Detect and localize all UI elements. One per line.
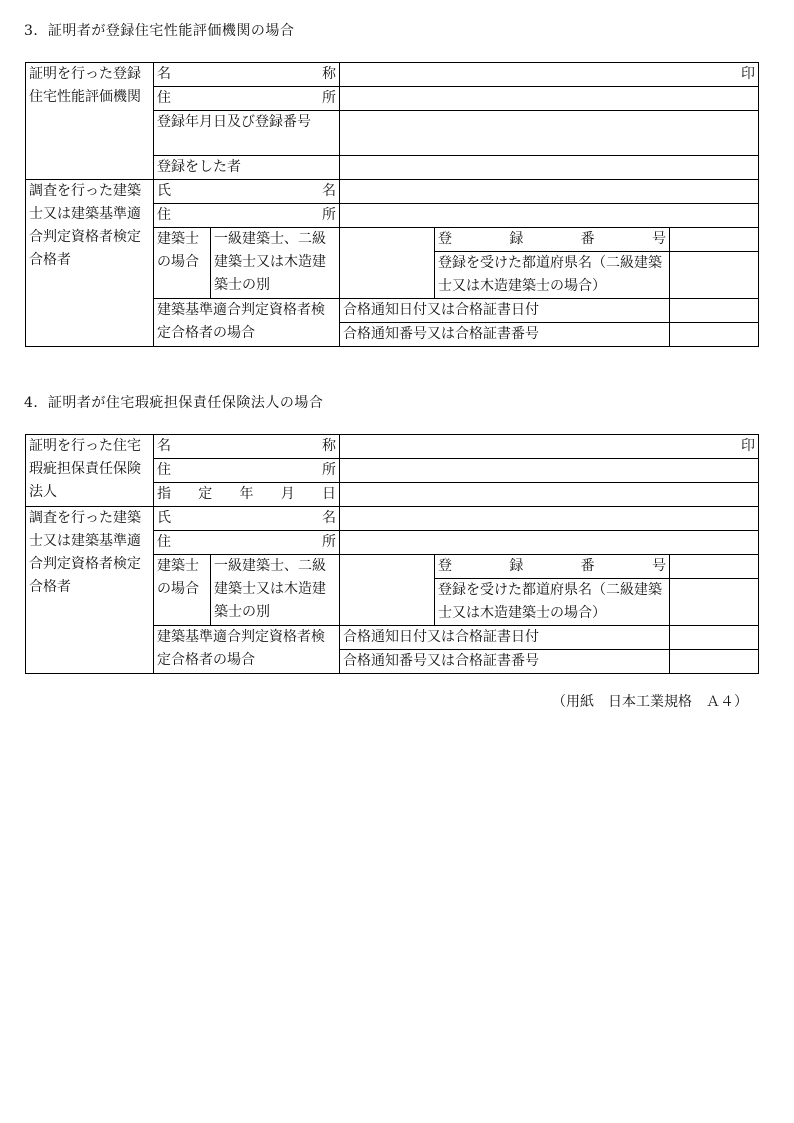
section4-table (25, 434, 759, 674)
s4-inspector-group-label: 調査を行った建築士又は建築基準適合判定資格者検定合格者 (26, 507, 154, 674)
s3-address-label: 住 所 (154, 87, 340, 111)
s4-pass-notice-date-label: 合格通知日付又は合格証書日付 (340, 626, 670, 650)
s4-address-value-field[interactable] (340, 459, 759, 483)
s3-reg-date-number-field[interactable] (340, 111, 759, 156)
section3-heading: 3．証明者が登録住宅性能評価機関の場合 (24, 23, 295, 39)
s4-person-address-label: 住 所 (154, 531, 340, 555)
s4-seal-mark: 印 (741, 438, 755, 454)
s4-registered-prefecture-field[interactable] (670, 579, 759, 626)
s4-person-address-field[interactable] (340, 531, 759, 555)
s4-name-label: 名 称 (154, 435, 340, 459)
s4-pass-notice-number-label: 合格通知番号又は合格証書番号 (340, 650, 670, 674)
s4-designation-date-field[interactable] (340, 483, 759, 507)
s3-person-name-label: 氏 名 (154, 180, 340, 204)
s4-registered-prefecture-label: 登録を受けた都道府県名（二級建築士又は木造建築士の場合） (435, 579, 670, 626)
section4-heading: 4．証明者が住宅瑕疵担保責任保険法人の場合 (24, 395, 324, 411)
s3-registrant-field[interactable] (340, 156, 759, 180)
s3-reg-date-number-label: 登録年月日及び登録番号 (154, 111, 340, 156)
s4-registration-number-label: 登 録 番 号 (435, 555, 670, 579)
section3-table (25, 62, 759, 347)
s3-architect-class-label: 一級建築士、二級建築士又は木造建築士の別 (211, 228, 340, 299)
s4-name-value-field[interactable] (340, 435, 759, 459)
s3-person-address-label: 住 所 (154, 204, 340, 228)
s4-person-name-field[interactable] (340, 507, 759, 531)
s4-registration-number-field[interactable] (670, 555, 759, 579)
s3-org-group-label: 証明を行った登録住宅性能評価機関 (26, 63, 154, 180)
s4-architect-case-label: 建築士の場合 (154, 555, 211, 626)
s4-qualifier-case-label: 建築基準適合判定資格者検定合格者の場合 (154, 626, 340, 674)
s3-registration-number-label: 登 録 番 号 (435, 228, 670, 252)
s4-architect-class-label: 一級建築士、二級建築士又は木造建築士の別 (211, 555, 340, 626)
s3-qualifier-case-label: 建築基準適合判定資格者検定合格者の場合 (154, 299, 340, 347)
s4-pass-notice-number-field[interactable] (670, 650, 759, 674)
s3-name-value-field[interactable] (340, 63, 759, 87)
s3-pass-notice-number-label: 合格通知番号又は合格証書番号 (340, 323, 670, 347)
s4-architect-class-field[interactable] (340, 555, 435, 626)
s3-architect-case-label: 建築士の場合 (154, 228, 211, 299)
s3-address-value-field[interactable] (340, 87, 759, 111)
s3-pass-notice-date-field[interactable] (670, 299, 759, 323)
s3-person-name-field[interactable] (340, 180, 759, 204)
s4-org-group-label: 証明を行った住宅瑕疵担保責任保険法人 (26, 435, 154, 507)
s3-architect-class-field[interactable] (340, 228, 435, 299)
s4-person-name-label: 氏 名 (154, 507, 340, 531)
paper-size-note: （用紙 日本工業規格 Ａ４） (552, 694, 748, 710)
s4-pass-notice-date-field[interactable] (670, 626, 759, 650)
s3-registered-prefecture-field[interactable] (670, 252, 759, 299)
s3-registered-prefecture-label: 登録を受けた都道府県名（二級建築士又は木造建築士の場合） (435, 252, 670, 299)
s4-address-label: 住 所 (154, 459, 340, 483)
s3-name-label: 名 称 (154, 63, 340, 87)
s3-person-address-field[interactable] (340, 204, 759, 228)
s3-seal-mark: 印 (741, 66, 755, 82)
s3-pass-notice-date-label: 合格通知日付又は合格証書日付 (340, 299, 670, 323)
s4-designation-date-label: 指定年月日 (154, 483, 340, 507)
s3-registrant-label: 登録をした者 (154, 156, 340, 180)
s3-pass-notice-number-field[interactable] (670, 323, 759, 347)
s3-registration-number-field[interactable] (670, 228, 759, 252)
s3-inspector-group-label: 調査を行った建築士又は建築基準適合判定資格者検定合格者 (26, 180, 154, 347)
